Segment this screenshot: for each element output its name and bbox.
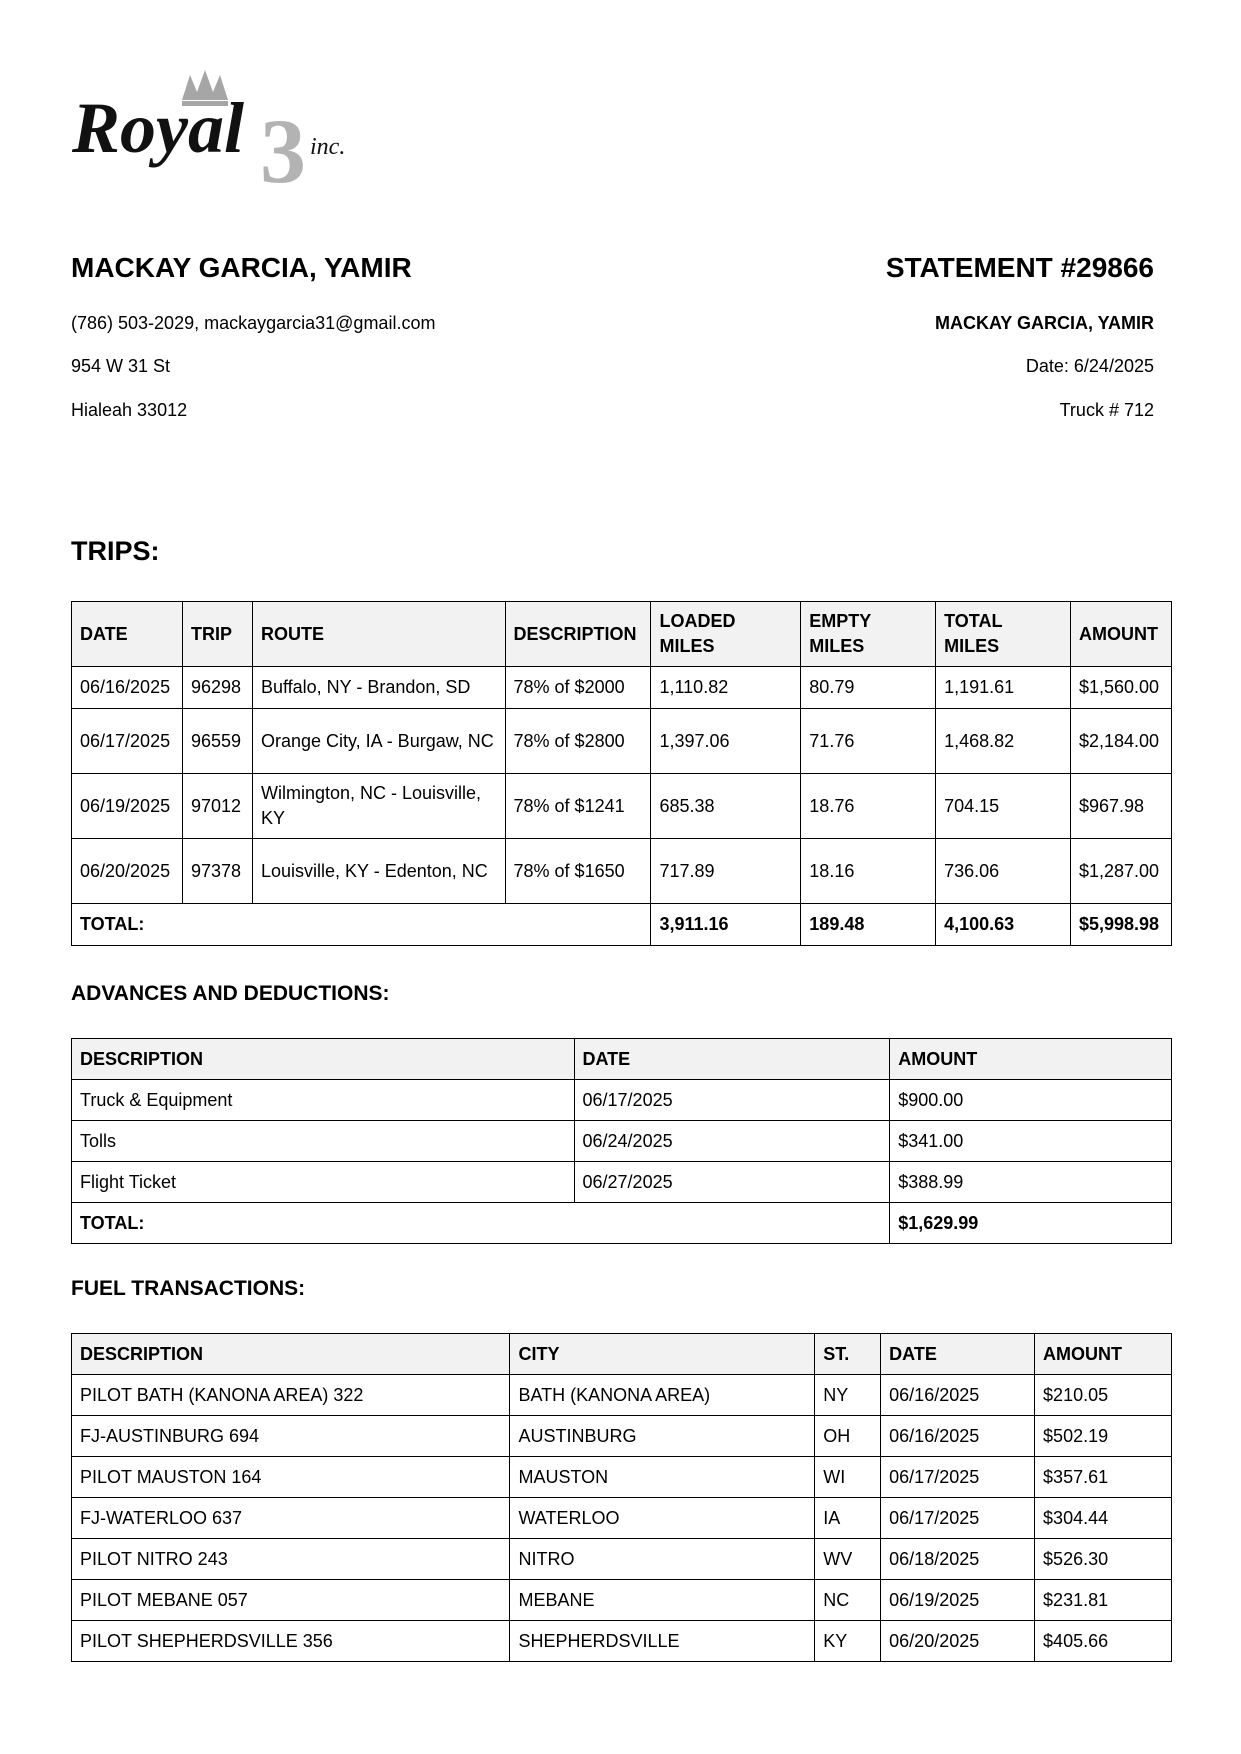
table-cell: 736.06: [936, 839, 1071, 904]
table-cell: Wilmington, NC - Louisville, KY: [252, 774, 505, 839]
table-cell: $210.05: [1035, 1375, 1172, 1416]
column-header: DESCRIPTION: [72, 1334, 510, 1375]
total-row: [72, 1203, 1172, 1244]
total-label: TOTAL:: [72, 1203, 890, 1244]
table-cell: 06/16/2025: [72, 667, 183, 709]
table-cell: 704.15: [936, 774, 1071, 839]
table-cell: $405.66: [1035, 1621, 1172, 1662]
table-cell: 1,191.61: [936, 667, 1071, 709]
table-cell: 06/20/2025: [72, 839, 183, 904]
column-header: DATE: [574, 1039, 890, 1080]
table-cell: NITRO: [510, 1539, 815, 1580]
statement-truck: Truck # 712: [1059, 400, 1154, 420]
table-cell: PILOT MAUSTON 164: [72, 1457, 510, 1498]
column-header: TRIP: [182, 602, 252, 667]
table-cell: 78% of $1650: [505, 839, 651, 904]
table-cell: MAUSTON: [510, 1457, 815, 1498]
table-cell: $502.19: [1035, 1416, 1172, 1457]
table-cell: 06/24/2025: [574, 1121, 890, 1162]
column-header: ROUTE: [252, 602, 505, 667]
table-row: [72, 1580, 1172, 1621]
table-cell: 06/19/2025: [72, 774, 183, 839]
table-cell: Orange City, IA - Burgaw, NC: [252, 709, 505, 774]
driver-contact: (786) 503-2029, mackaygarcia31@gmail.com: [71, 313, 436, 333]
trips-heading: TRIPS:: [71, 536, 160, 566]
table-cell: NC: [815, 1580, 881, 1621]
table-cell: 71.76: [801, 709, 936, 774]
table-cell: PILOT SHEPHERDSVILLE 356: [72, 1621, 510, 1662]
total-amount: $1,629.99: [890, 1203, 1172, 1244]
table-cell: Buffalo, NY - Brandon, SD: [252, 667, 505, 709]
svg-text:3: 3: [260, 100, 306, 200]
total-row: [72, 904, 1172, 946]
table-cell: $900.00: [890, 1080, 1172, 1121]
table-cell: MEBANE: [510, 1580, 815, 1621]
table-cell: 1,397.06: [651, 709, 801, 774]
table-cell: 97012: [182, 774, 252, 839]
svg-text:inc.: inc.: [310, 134, 346, 160]
table-cell: $341.00: [890, 1121, 1172, 1162]
fuel-heading: FUEL TRANSACTIONS:: [71, 1277, 306, 1300]
table-cell: $526.30: [1035, 1539, 1172, 1580]
table-cell: 06/17/2025: [72, 709, 183, 774]
svg-text:Royal: Royal: [72, 88, 244, 168]
table-cell: WI: [815, 1457, 881, 1498]
table-row: [72, 1498, 1172, 1539]
table-cell: $231.81: [1035, 1580, 1172, 1621]
table-cell: $357.61: [1035, 1457, 1172, 1498]
column-header: AMOUNT: [1070, 602, 1171, 667]
table-cell: 06/18/2025: [881, 1539, 1035, 1580]
table-cell: 717.89: [651, 839, 801, 904]
table-cell: IA: [815, 1498, 881, 1539]
table-cell: $967.98: [1070, 774, 1171, 839]
table-header-row: [72, 1039, 1172, 1080]
statement-name: MACKAY GARCIA, YAMIR: [934, 313, 1154, 333]
table-header-row: [72, 602, 1172, 667]
table-row: [72, 1416, 1172, 1457]
table-header-row: [72, 1334, 1172, 1375]
table-cell: 06/16/2025: [881, 1416, 1035, 1457]
royal3-logo: [72, 70, 392, 200]
deductions-table: [71, 1038, 1172, 1244]
table-cell: 1,110.82: [651, 667, 801, 709]
table-row: [72, 709, 1172, 774]
statement-date: Date: 6/24/2025: [1025, 356, 1154, 376]
table-cell: WV: [815, 1539, 881, 1580]
column-header: CITY: [510, 1334, 815, 1375]
table-cell: PILOT BATH (KANONA AREA) 322: [72, 1375, 510, 1416]
table-cell: $2,184.00: [1070, 709, 1171, 774]
column-header: DATE: [72, 602, 183, 667]
column-header: AMOUNT: [1035, 1334, 1172, 1375]
column-header: TOTAL MILES: [936, 602, 1071, 667]
table-cell: PILOT NITRO 243: [72, 1539, 510, 1580]
table-cell: FJ-WATERLOO 637: [72, 1498, 510, 1539]
table-cell: AUSTINBURG: [510, 1416, 815, 1457]
table-row: [72, 774, 1172, 839]
table-cell: Truck & Equipment: [72, 1080, 575, 1121]
column-header: AMOUNT: [890, 1039, 1172, 1080]
table-cell: 06/16/2025: [881, 1375, 1035, 1416]
table-row: [72, 1080, 1172, 1121]
table-cell: FJ-AUSTINBURG 694: [72, 1416, 510, 1457]
table-cell: 78% of $2000: [505, 667, 651, 709]
table-cell: 18.76: [801, 774, 936, 839]
table-row: [72, 1539, 1172, 1580]
table-cell: 78% of $1241: [505, 774, 651, 839]
table-cell: NY: [815, 1375, 881, 1416]
table-cell: 97378: [182, 839, 252, 904]
table-cell: $304.44: [1035, 1498, 1172, 1539]
table-cell: 06/19/2025: [881, 1580, 1035, 1621]
table-row: [72, 1621, 1172, 1662]
deductions-heading: ADVANCES AND DEDUCTIONS:: [71, 982, 390, 1005]
table-cell: 80.79: [801, 667, 936, 709]
table-row: [72, 839, 1172, 904]
total-loaded-miles: 3,911.16: [651, 904, 801, 946]
statement-title: STATEMENT #29866: [885, 252, 1154, 283]
table-cell: 18.16: [801, 839, 936, 904]
table-row: [72, 1457, 1172, 1498]
table-cell: 96559: [182, 709, 252, 774]
table-cell: WATERLOO: [510, 1498, 815, 1539]
driver-address-line2: Hialeah 33012: [71, 400, 188, 420]
table-cell: 06/27/2025: [574, 1162, 890, 1203]
column-header: DATE: [881, 1334, 1035, 1375]
trips-table: [71, 601, 1172, 946]
table-cell: BATH (KANONA AREA): [510, 1375, 815, 1416]
table-cell: OH: [815, 1416, 881, 1457]
column-header: LOADED MILES: [651, 602, 801, 667]
table-row: [72, 1162, 1172, 1203]
table-cell: SHEPHERDSVILLE: [510, 1621, 815, 1662]
table-cell: 06/17/2025: [881, 1498, 1035, 1539]
table-cell: $1,287.00: [1070, 839, 1171, 904]
driver-name: MACKAY GARCIA, YAMIR: [71, 252, 412, 283]
column-header: EMPTY MILES: [801, 602, 936, 667]
table-cell: Tolls: [72, 1121, 575, 1162]
table-row: [72, 1375, 1172, 1416]
total-amount: $5,998.98: [1070, 904, 1171, 946]
table-cell: Louisville, KY - Edenton, NC: [252, 839, 505, 904]
fuel-table: [71, 1333, 1172, 1662]
table-cell: KY: [815, 1621, 881, 1662]
table-cell: Flight Ticket: [72, 1162, 575, 1203]
column-header: ST.: [815, 1334, 881, 1375]
total-empty-miles: 189.48: [801, 904, 936, 946]
table-cell: 78% of $2800: [505, 709, 651, 774]
table-cell: PILOT MEBANE 057: [72, 1580, 510, 1621]
table-cell: 06/17/2025: [881, 1457, 1035, 1498]
table-cell: $388.99: [890, 1162, 1172, 1203]
table-cell: 685.38: [651, 774, 801, 839]
table-cell: $1,560.00: [1070, 667, 1171, 709]
column-header: DESCRIPTION: [505, 602, 651, 667]
table-row: [72, 667, 1172, 709]
table-cell: 06/17/2025: [574, 1080, 890, 1121]
table-cell: 96298: [182, 667, 252, 709]
total-label: TOTAL:: [72, 904, 651, 946]
table-cell: 06/20/2025: [881, 1621, 1035, 1662]
total-miles: 4,100.63: [936, 904, 1071, 946]
table-cell: 1,468.82: [936, 709, 1071, 774]
column-header: DESCRIPTION: [72, 1039, 575, 1080]
table-row: [72, 1121, 1172, 1162]
driver-address-line1: 954 W 31 St: [71, 356, 171, 376]
